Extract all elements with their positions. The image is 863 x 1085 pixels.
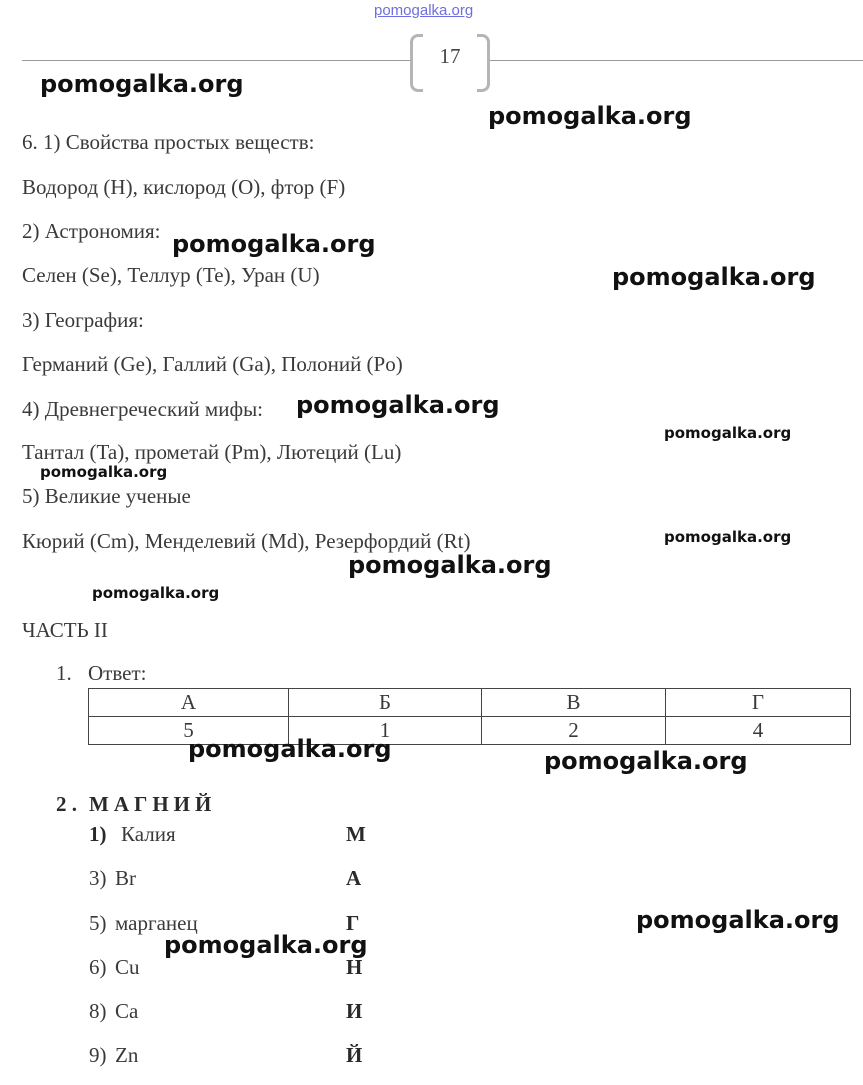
page-number: 17 bbox=[439, 44, 461, 68]
q2-item-letter: Г bbox=[346, 911, 360, 935]
header-rule-right bbox=[490, 60, 863, 61]
watermark: pomogalka.org bbox=[92, 584, 220, 602]
watermark: pomogalka.org bbox=[488, 102, 692, 130]
q2-item-num: 6) bbox=[89, 955, 107, 979]
watermark: pomogalka.org bbox=[172, 230, 376, 258]
table-header-cell: В bbox=[482, 689, 666, 717]
s6-line-8: Тантал (Ta), прометай (Pm), Лютеций (Lu) bbox=[22, 440, 402, 464]
q1-number: 1. bbox=[56, 661, 72, 685]
watermark: pomogalka.org bbox=[188, 735, 392, 763]
q2-number: 2 . bbox=[56, 792, 77, 816]
q2-item-num: 1) bbox=[89, 822, 107, 846]
answer-table-header-row bbox=[89, 689, 851, 717]
part2-heading: ЧАСТЬ II bbox=[22, 618, 108, 642]
watermark: pomogalka.org bbox=[164, 931, 368, 959]
q2-item-letter: А bbox=[346, 866, 362, 890]
table-header-cell: Г bbox=[666, 689, 851, 717]
watermark: pomogalka.org bbox=[612, 263, 816, 291]
s6-line-10: Кюрий (Cm), Менделевий (Md), Резерфордий (Rt) bbox=[22, 529, 471, 553]
watermark: pomogalka.org bbox=[348, 551, 552, 579]
table-value-cell: 4 bbox=[666, 717, 851, 745]
q2-item-letter: Й bbox=[346, 1043, 363, 1067]
q2-item-num: 9) bbox=[89, 1043, 107, 1067]
watermark: pomogalka.org bbox=[40, 70, 244, 98]
table-header-cell: А bbox=[89, 689, 289, 717]
q2-item-name: марганец bbox=[115, 911, 198, 935]
q2-item-name: Ca bbox=[115, 999, 139, 1023]
table-value-cell: 1 bbox=[289, 717, 482, 745]
s6-line-2: Водород (H), кислород (O), фтор (F) bbox=[22, 175, 346, 199]
watermark: pomogalka.org bbox=[664, 424, 792, 442]
q2-word: МАГНИЙ bbox=[89, 792, 217, 816]
watermark: pomogalka.org bbox=[40, 463, 168, 481]
q2-item-num: 5) bbox=[89, 911, 107, 935]
watermark: pomogalka.org bbox=[636, 906, 840, 934]
page-number-box bbox=[410, 34, 490, 88]
q2-item-name: Cu bbox=[115, 955, 140, 979]
header-rule-left bbox=[22, 60, 410, 61]
s6-line-3: 2) Астрономия: bbox=[22, 219, 161, 243]
q2-item-name: Калия bbox=[121, 822, 176, 846]
q2-item-num: 8) bbox=[89, 999, 107, 1023]
watermark: pomogalka.org bbox=[296, 391, 500, 419]
q2-item-letter: И bbox=[346, 999, 363, 1023]
table-value-cell: 2 bbox=[482, 717, 666, 745]
q2-item-name: Zn bbox=[115, 1043, 139, 1067]
q2-item-name: Br bbox=[115, 866, 136, 890]
s6-line-6: Германий (Ge), Галлий (Ga), Полоний (Po) bbox=[22, 352, 403, 376]
s6-line-7: 4) Древнегреческий мифы: bbox=[22, 397, 264, 421]
q2-item-letter: М bbox=[346, 822, 366, 846]
q2-item-letter: Н bbox=[346, 955, 363, 979]
table-value-cell: 5 bbox=[89, 717, 289, 745]
q1-label: Ответ: bbox=[88, 661, 147, 685]
s6-line-9: 5) Великие ученые bbox=[22, 484, 191, 508]
watermark: pomogalka.org bbox=[544, 747, 748, 775]
s6-line-4: Селен (Se), Теллур (Te), Уран (U) bbox=[22, 263, 320, 287]
s6-line-1: 6. 1) Свойства простых веществ: bbox=[22, 130, 315, 154]
q2-item-num: 3) bbox=[89, 866, 107, 890]
s6-line-5: 3) География: bbox=[22, 308, 144, 332]
table-header-cell: Б bbox=[289, 689, 482, 717]
top-watermark-link[interactable]: pomogalka.org bbox=[374, 2, 474, 19]
watermark: pomogalka.org bbox=[664, 528, 792, 546]
